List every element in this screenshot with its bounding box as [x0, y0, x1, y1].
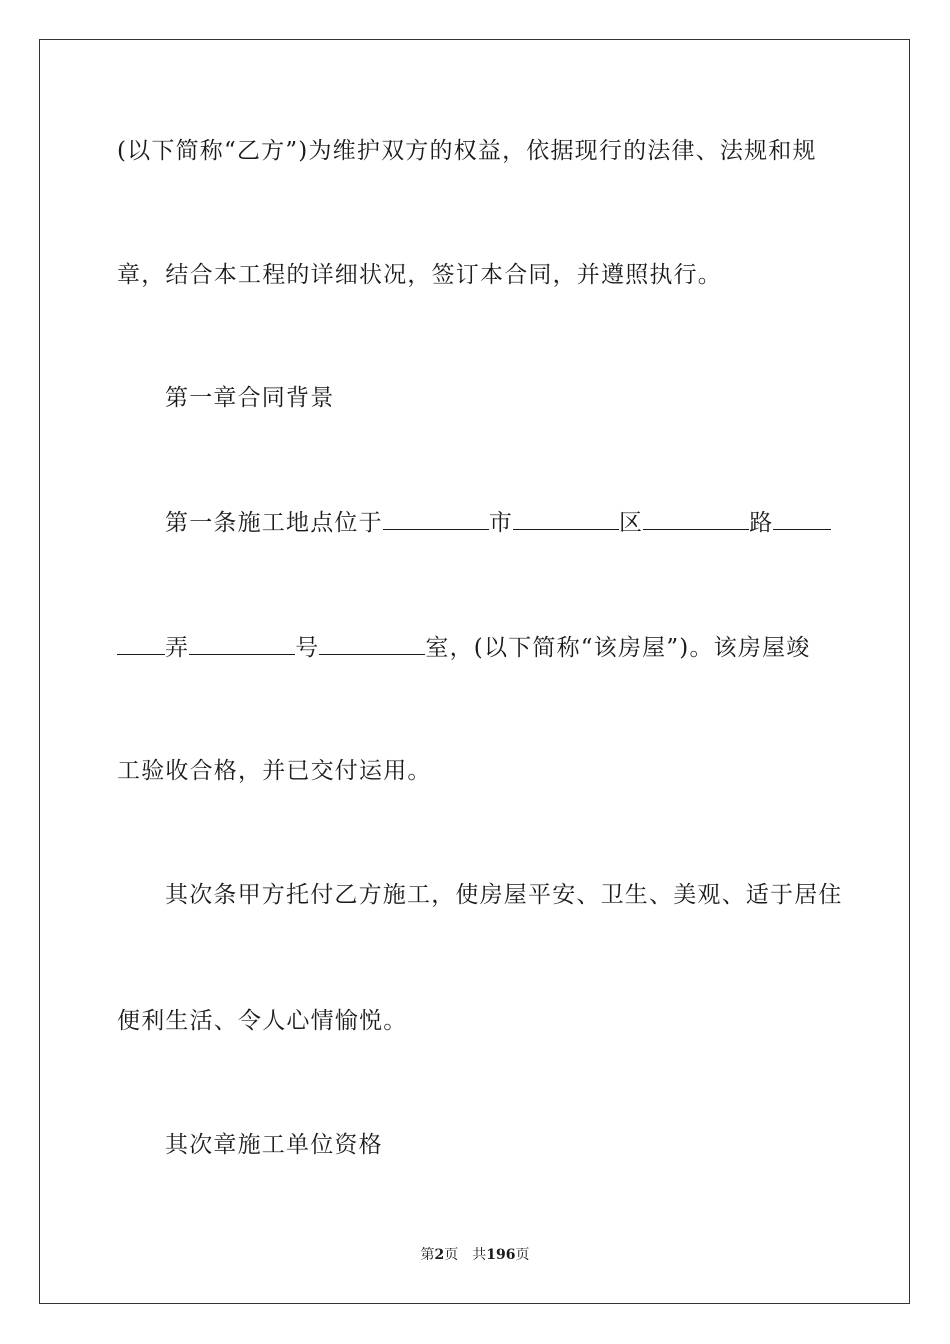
page-border [39, 39, 910, 1304]
room-blank [319, 634, 425, 655]
paragraph-intro-line-2: 章，结合本工程的详细状况，签订本合同，并遵照执行。 [117, 262, 722, 288]
road-trailing-blank [773, 509, 831, 530]
page-prefix: 第 [420, 1247, 435, 1263]
city-blank [383, 509, 489, 530]
number-blank [189, 634, 295, 655]
lane-leading-blank [117, 634, 165, 655]
lane-label: 弄 [165, 635, 190, 661]
total-pages: 196 [486, 1247, 516, 1263]
room-suffix: 室，(以下简称“该房屋”)。该房屋竣 [425, 635, 811, 661]
article-1-line-1 [165, 508, 885, 538]
total-suffix: 页 [515, 1247, 530, 1263]
paragraph-intro-line-1: (以下简称“乙方”)为维护双方的权益，依据现行的法律、法规和规 [117, 138, 817, 164]
article-1-prefix: 第一条施工地点位于 [165, 510, 383, 536]
road-label: 路 [749, 510, 774, 536]
chapter-2-heading: 其次章施工单位资格 [165, 1132, 383, 1158]
road-blank [643, 509, 749, 530]
total-prefix: 共 [472, 1247, 487, 1263]
article-1-line-2 [117, 633, 837, 663]
number-label: 号 [295, 635, 320, 661]
article-1-line-3: 工验收合格，并已交付运用。 [117, 758, 432, 784]
article-2-line-1: 其次条甲方托付乙方施工，使房屋平安、卫生、美观、适于居住 [165, 882, 843, 908]
page-number: 2 [434, 1247, 445, 1263]
district-label: 区 [619, 510, 644, 536]
district-blank [513, 509, 619, 530]
chapter-1-heading: 第一章合同背景 [165, 385, 335, 411]
article-2-line-2: 便利生活、令人心情愉悦。 [117, 1008, 408, 1034]
city-label: 市 [488, 510, 514, 536]
page-footer [0, 1246, 950, 1264]
page-suffix: 页 [444, 1247, 459, 1263]
